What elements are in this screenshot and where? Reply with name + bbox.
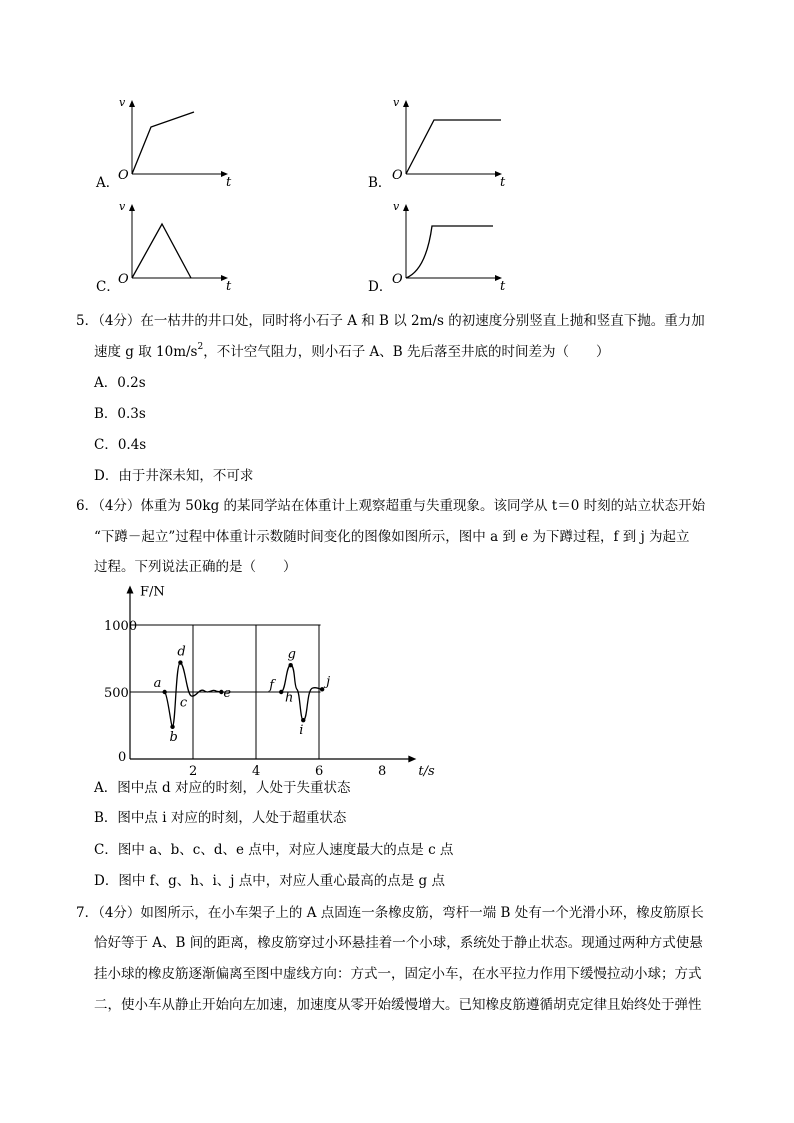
x-axis-arrow (408, 756, 416, 763)
y-tick-label: 1000 (104, 619, 138, 634)
graph-option-a (96, 96, 241, 196)
y-tick-label: 500 (104, 686, 129, 701)
data-point-a (162, 690, 166, 694)
x-axis-label: t/s (418, 764, 435, 779)
graph-option-b (368, 96, 513, 196)
origin-label: O (118, 272, 129, 287)
question-6-option-a[interactable]: A．图中点 d 对应的时刻，人处于失重状态 (94, 780, 351, 796)
axis-y-label: v (119, 96, 126, 109)
question-7-line-1: 7．（4分）如图所示，在小车架子上的 A 点固连一条橡皮筋，弯杆一端 B 处有一个光滑小环，橡皮筋原长 (76, 905, 704, 921)
question-5-option-c[interactable]: C．0.4s (94, 437, 147, 453)
option-label: B． (368, 175, 392, 191)
data-point-d (178, 660, 182, 664)
question-5-option-a[interactable]: A．0.2s (94, 375, 146, 391)
force-time-chart-svg (88, 576, 435, 779)
x-tick-label: 6 (315, 764, 324, 779)
axis-x-label: t (500, 279, 506, 294)
point-label-d: d (177, 644, 186, 660)
point-label-h: h (284, 690, 294, 706)
axis-x-label: t (500, 175, 506, 190)
question-7-line-2: 恰好等于 A、B 间的距离，橡皮筋穿过小环悬挂着一个小球，系统处于静止状态。现通过两种方式使悬 (94, 935, 703, 951)
question-6-option-c[interactable]: C．图中 a、b、c、d、e 点中，对应人速度最大的点是 c 点 (94, 842, 454, 858)
axis-y-label: v (393, 200, 400, 213)
data-point-j (320, 687, 324, 691)
velocity-time-graph (368, 200, 513, 300)
graph-option-c (96, 200, 241, 300)
question-5-line-1: 5．（4分）在一枯井的井口处，同时将小石子 A 和 B 以 2m/s 的初速度分别竖直上抛和竖直下抛。重力加 (76, 313, 705, 329)
question-5-option-b[interactable]: B．0.3s (94, 406, 146, 422)
point-label-i: i (299, 723, 304, 739)
x-tick-label: 2 (189, 764, 198, 779)
y-axis-label: F/N (140, 584, 165, 600)
force-time-chart (88, 576, 435, 779)
question-7-line-3: 挂小球的橡皮筋逐渐偏离至图中虚线方向：方式一，固定小车，在水平拉力作用下缓慢拉动小球；方式 (94, 966, 702, 982)
point-label-e: e (223, 686, 232, 701)
origin-label: O (392, 168, 403, 183)
question-6-line-1: 6．（4分）体重为 50kg 的某同学站在体重计上观察超重与失重现象。该同学从 t＝0 时刻的站立状态开始 (76, 498, 706, 514)
axis-x-label: t (226, 279, 232, 294)
graph-option-d (368, 200, 513, 300)
question-6-option-d[interactable]: D．图中 f、g、h、i、j 点中，对应人重心最高的点是 g 点 (94, 873, 445, 889)
axis-x-label: t (226, 175, 232, 190)
point-label-g: g (287, 647, 296, 663)
question-6-option-b[interactable]: B．图中点 i 对应的时刻，人处于超重状态 (94, 810, 347, 826)
question-5-option-d[interactable]: D．由于井深未知，不可求 (94, 468, 254, 484)
question-6-line-2: “下蹲－起立”过程中体重计示数随时间变化的图像如图所示，图中 a 到 e 为下蹲过程，f 到 j 为起立 (94, 529, 690, 545)
data-point-i (301, 718, 305, 722)
x-tick-label: 8 (378, 764, 387, 779)
origin-label: O (118, 168, 129, 183)
y-tick-label: 0 (118, 750, 127, 765)
velocity-time-graph (368, 96, 513, 196)
data-point-f (279, 690, 283, 694)
option-label: C． (96, 279, 120, 295)
point-label-b: b (169, 729, 178, 745)
data-point-b (170, 725, 174, 729)
question-6-line-3: 过程。下列说法正确的是（ ） (94, 559, 297, 575)
option-label: A． (96, 175, 120, 191)
origin-label: O (392, 272, 403, 287)
y-axis-arrow (127, 586, 134, 594)
axis-y-label: v (119, 200, 126, 213)
point-label-j: j (326, 674, 331, 690)
axis-y-label: v (393, 96, 400, 109)
question-7-line-4: 二，使小车从静止开始向左加速，加速度从零开始缓慢增大。已知橡皮筋遵循胡克定律且始终处于弹性 (94, 997, 702, 1013)
data-point-g (288, 663, 292, 667)
point-label-f: f (269, 678, 275, 693)
point-label-a: a (153, 676, 162, 691)
point-label-c: c (179, 695, 188, 711)
option-label: D． (368, 279, 393, 295)
question-5-line-2: 速度 g 取 $10m/s^2$，不计空气阻力，则小石子 A、B 先后落至井底的时间差为（ ） (94, 342, 610, 360)
x-tick-label: 4 (252, 764, 261, 779)
